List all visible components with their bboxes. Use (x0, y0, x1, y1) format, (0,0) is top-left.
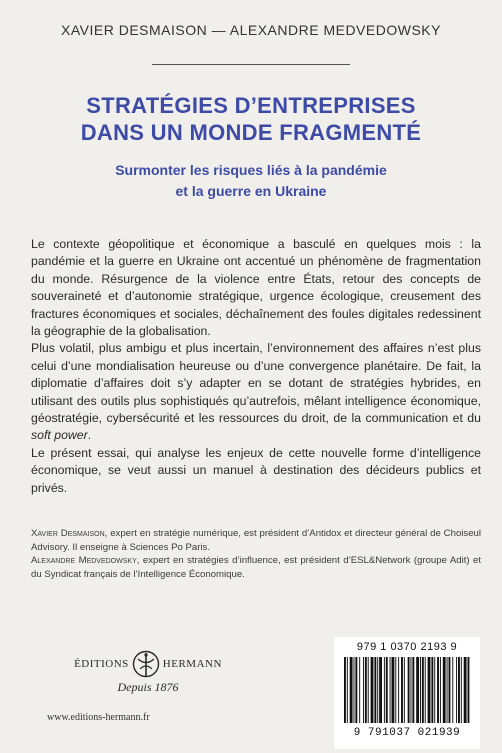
barcode-bar (355, 657, 357, 723)
barcode-bar (365, 657, 367, 723)
blurb-paragraph-2-text: Plus volatil, plus ambigu et plus incertain, l’environnement des affaires n’est plus celui d’une mondialisation heureuse ou d’une convergence planétaire. De fait, la diplomatie d’affaires doit s’y adapter en se dotant de stratégies hybrides, en utilisant des outils plus sophistiqués qu’autrefois, mêlant intelligence économique, géostratégie, cybersécurité et les ressources du droit, de la communication et du (31, 341, 481, 426)
title-line-2: DANS UN MONDE FRAGMENTÉ (80, 120, 422, 145)
barcode-bar (395, 657, 396, 723)
barcode-bar (350, 657, 353, 723)
book-title (0, 92, 502, 146)
barcode-bar (347, 657, 348, 723)
barcode-bar (468, 657, 470, 723)
author-bio-2 (31, 554, 481, 581)
blurb (31, 236, 481, 497)
barcode-bar (374, 657, 376, 723)
barcode-bar (422, 657, 424, 723)
barcode-bar (368, 657, 369, 723)
barcode-bar (371, 657, 374, 723)
isbn-block (334, 637, 480, 749)
barcode-bar (458, 657, 460, 723)
authors-line: XAVIER DESMAISON — ALEXANDRE MEDVEDOWSKY (61, 22, 441, 38)
publisher-name-left: ÉDITIONS (74, 658, 129, 670)
author-bio-1 (31, 527, 481, 554)
barcode-digits: 9 791037 021939 (353, 727, 461, 739)
barcode-bar (344, 657, 346, 723)
author-1-name: Xavier Desmaison (31, 528, 105, 539)
barcode-bar (437, 657, 439, 723)
barcode-bar (392, 657, 395, 723)
publisher-name (48, 650, 248, 678)
author-2-name: Alexandre Medvedowsky (31, 555, 137, 567)
barcode-bar (461, 657, 462, 723)
barcode-bar (452, 657, 453, 723)
author-bios (31, 527, 481, 582)
publisher-website: www.editions-hermann.fr (47, 712, 150, 723)
barcode-bar (431, 657, 433, 723)
barcode-bar (443, 657, 446, 723)
author-1-text: , expert en stratégie numérique, est président d’Antidox et directeur général de Choiseul Advisory. Il enseigne à Sciences Po Paris. (31, 528, 482, 553)
publisher-name-right: HERMANN (162, 658, 222, 670)
blurb-paragraph-2-end: . (87, 428, 92, 443)
barcode-bar (440, 657, 441, 723)
barcode-bar (416, 657, 419, 723)
soft-power-emphasis: soft power (31, 428, 88, 443)
publisher-since: Depuis 1876 (117, 680, 179, 694)
barcode-bar (408, 657, 410, 723)
barcode-bar (354, 657, 355, 723)
barcode-bar (379, 657, 382, 723)
blurb-paragraph-2 (31, 340, 481, 444)
author-2-text: , expert en stratégies d’influence, est président d’ESL&Network (groupe Adit) et du Syndicat français de l’Intelligence Économique. (31, 555, 482, 581)
barcode-bar (449, 657, 451, 723)
barcode-bar (363, 657, 364, 723)
book-subtitle (0, 160, 502, 202)
blurb-paragraph-1: Le contexte géopolitique et économique a basculé en quelques mois : la pandémie et la guerre en Ukraine ont accentué un phénomène de fragmentation du monde. Résurgence de la violence entre États, retour des concepts de souveraineté et d’autonomie stratégique, urgence écologique, creusement des fractures économiques et sociales, déchaînement des foules digitales redessinent la géographie de la globalisation. (31, 237, 481, 339)
barcode-bar (428, 657, 431, 723)
publisher-block (48, 650, 248, 700)
barcode-bar (398, 657, 399, 723)
barcode-bar (425, 657, 426, 723)
barcode-bar (411, 657, 412, 723)
barcode-icon (342, 657, 472, 723)
subtitle-line-1: Surmonter les risques liés à la pandémie (115, 162, 387, 178)
isbn-number: 979 1 0370 2193 9 (356, 641, 458, 653)
hermann-logo-icon (132, 650, 160, 678)
barcode-bar (384, 657, 385, 723)
barcode-bar (420, 657, 421, 723)
barcode-bar (404, 657, 405, 723)
barcode-bar (456, 657, 457, 723)
blurb-paragraph-3: Le présent essai, qui analyse les enjeux de cette nouvelle forme d’intelligence économique, se veut aussi un manuel à destination des décideurs publics et privés. (31, 445, 481, 495)
subtitle-line-2: et la guerre en Ukraine (175, 183, 327, 199)
barcode-bar (386, 657, 388, 723)
barcode-bar (377, 657, 378, 723)
barcode-bar (359, 657, 360, 723)
barcode-bar (412, 657, 414, 723)
barcode-bar (390, 657, 391, 723)
divider-rule (152, 64, 350, 65)
barcode-bar (464, 657, 467, 723)
barcode-bar (401, 657, 403, 723)
barcode-bar (447, 657, 448, 723)
title-line-1: STRATÉGIES D’ENTREPRISES (86, 93, 416, 118)
barcode-bar (434, 657, 435, 723)
